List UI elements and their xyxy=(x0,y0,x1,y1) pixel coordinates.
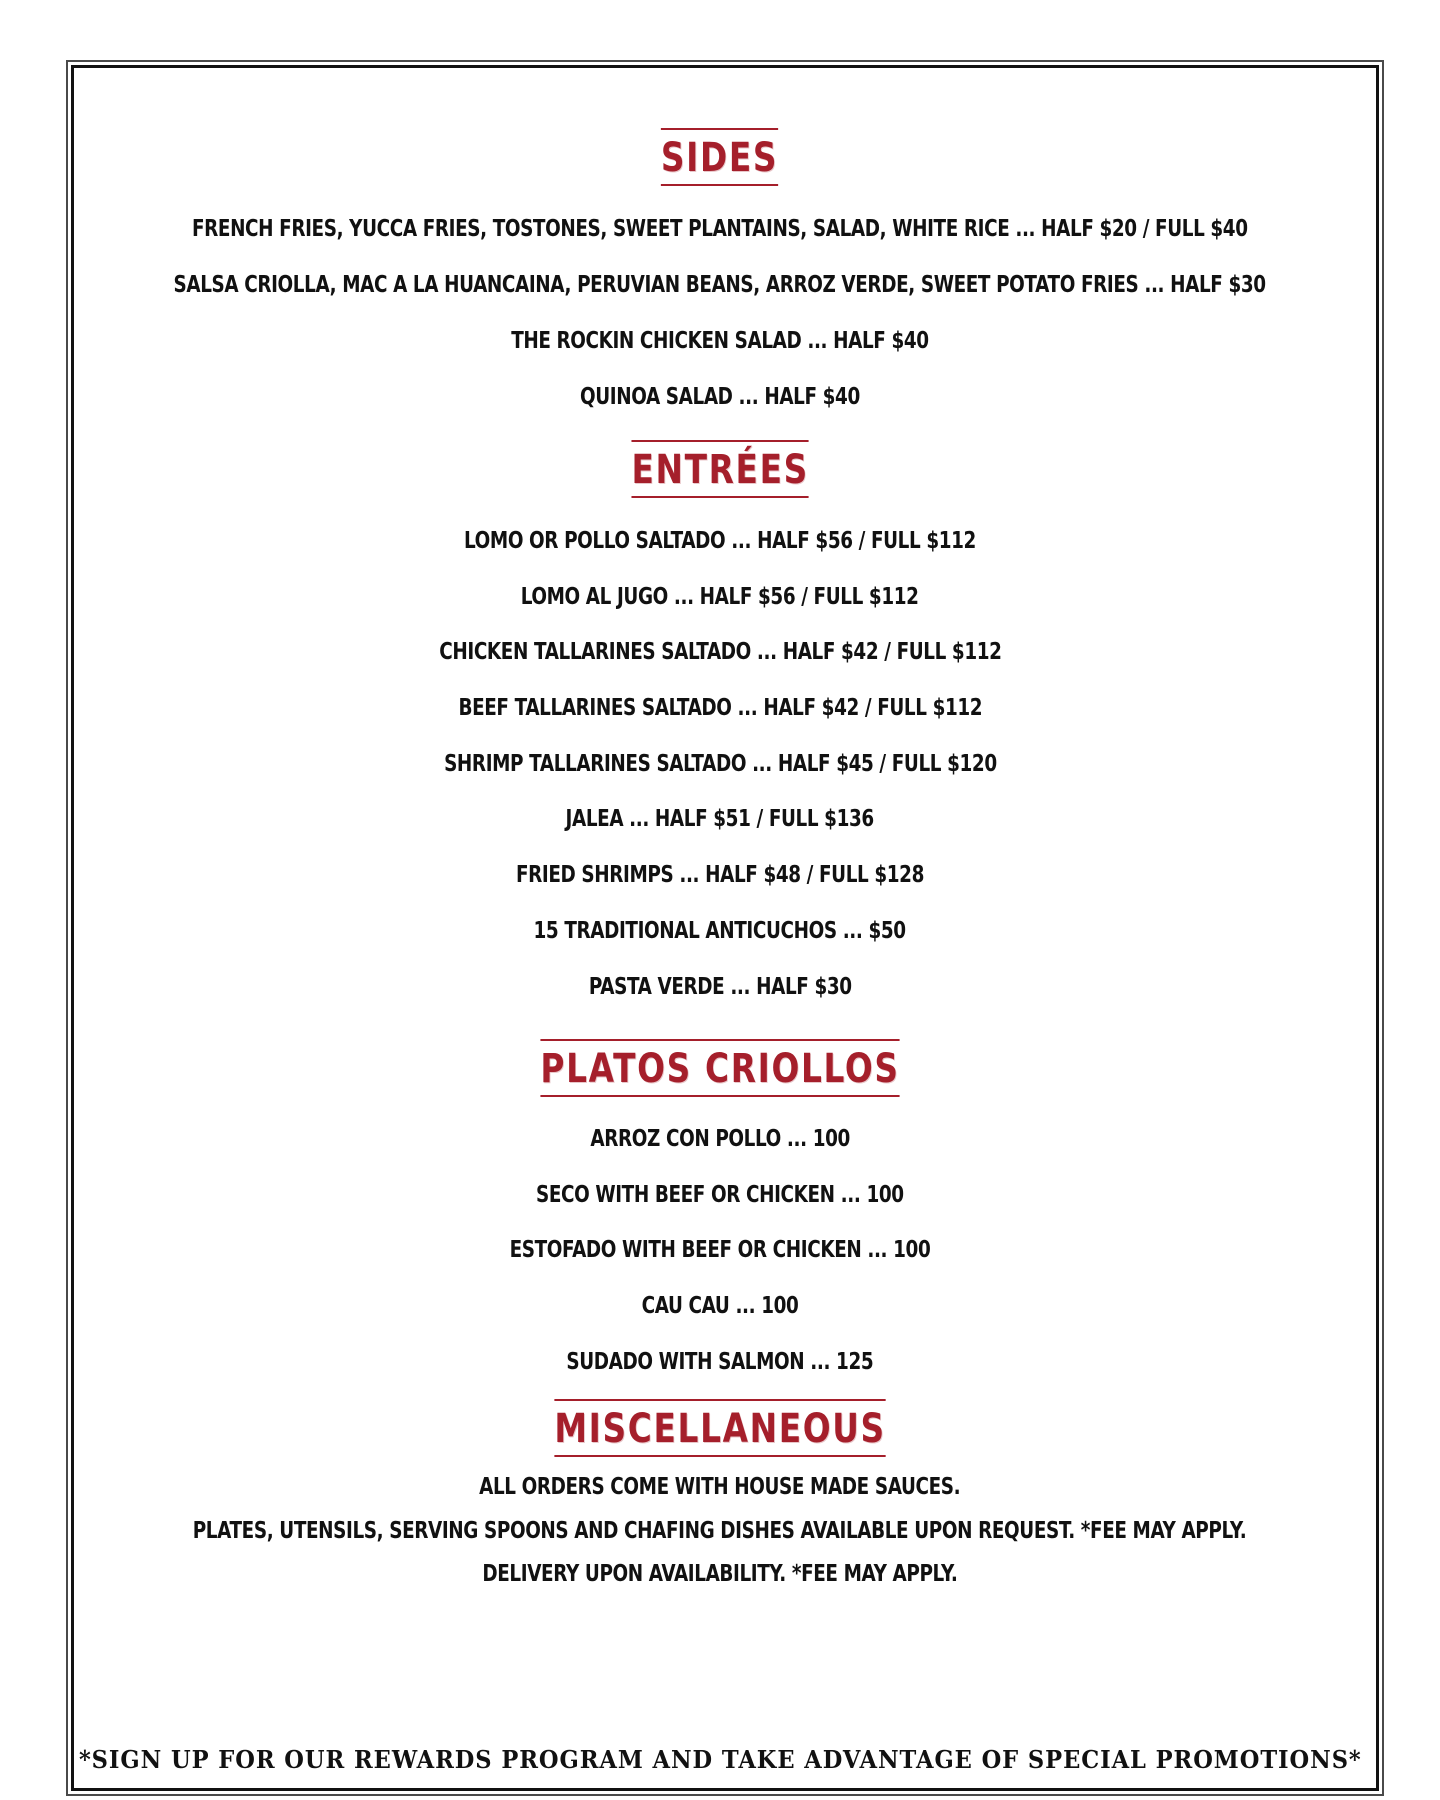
misc-note: DELIVERY UPON AVAILABILITY. *FEE MAY APPLY. xyxy=(482,1561,958,1587)
entrees-heading: ENTRÉES xyxy=(631,440,808,498)
menu-item: SUDADO WITH SALMON ... 125 xyxy=(566,1349,874,1375)
menu-item: CHICKEN TALLARINES SALTADO ... HALF $42 / FULL $112 xyxy=(438,639,1002,665)
menu-item: ARROZ CON POLLO ... 100 xyxy=(590,1126,850,1152)
miscellaneous-heading-wrap xyxy=(0,1399,1440,1457)
entrees-heading-wrap xyxy=(0,440,1440,498)
menu-item: CAU CAU ... 100 xyxy=(641,1293,799,1319)
menu-item: LOMO AL JUGO ... HALF $56 / FULL $112 xyxy=(521,584,919,610)
menu-item: SECO WITH BEEF OR CHICKEN ... 100 xyxy=(536,1182,904,1208)
menu-item: JALEA ... HALF $51 / FULL $136 xyxy=(565,806,875,832)
platos-criollos-heading: PLATOS CRIOLLOS xyxy=(540,1039,899,1097)
menu-item: PASTA VERDE ... HALF $30 xyxy=(588,974,852,1000)
menu-item: SHRIMP TALLARINES SALTADO ... HALF $45 / FULL $120 xyxy=(443,751,997,777)
menu-item: BEEF TALLARINES SALTADO ... HALF $42 / FULL $112 xyxy=(458,695,982,721)
menu-item: FRIED SHRIMPS ... HALF $48 / FULL $128 xyxy=(515,862,924,888)
misc-note: PLATES, UTENSILS, SERVING SPOONS AND CHAFING DISHES AVAILABLE UPON REQUEST. *FEE MAY APPLY. xyxy=(193,1518,1247,1544)
sides-heading: SIDES xyxy=(661,128,778,186)
platos-criollos-heading-wrap xyxy=(0,1039,1440,1097)
menu-item: 15 TRADITIONAL ANTICUCHOS ... $50 xyxy=(533,918,907,944)
misc-note: ALL ORDERS COME WITH HOUSE MADE SAUCES. xyxy=(479,1474,961,1500)
menu-item: THE ROCKIN CHICKEN SALAD ... HALF $40 xyxy=(511,328,929,354)
miscellaneous-heading: MISCELLANEOUS xyxy=(554,1399,885,1457)
menu-item: FRENCH FRIES, YUCCA FRIES, TOSTONES, SWEET PLANTAINS, SALAD, WHITE RICE ... HALF $20 / FULL $40 xyxy=(192,216,1248,242)
menu-item: LOMO OR POLLO SALTADO ... HALF $56 / FULL $112 xyxy=(464,528,976,554)
menu-item: ESTOFADO WITH BEEF OR CHICKEN ... 100 xyxy=(509,1237,931,1263)
menu-item: SALSA CRIOLLA, MAC A LA HUANCAINA, PERUVIAN BEANS, ARROZ VERDE, SWEET POTATO FRIES ... HALF $30 xyxy=(173,272,1267,298)
sides-heading-wrap xyxy=(0,128,1440,186)
rewards-promo-footer: *SIGN UP FOR OUR REWARDS PROGRAM AND TAKE ADVANTAGE OF SPECIAL PROMOTIONS* xyxy=(78,1745,1362,1774)
menu-item: QUINOA SALAD ... HALF $40 xyxy=(580,384,860,410)
